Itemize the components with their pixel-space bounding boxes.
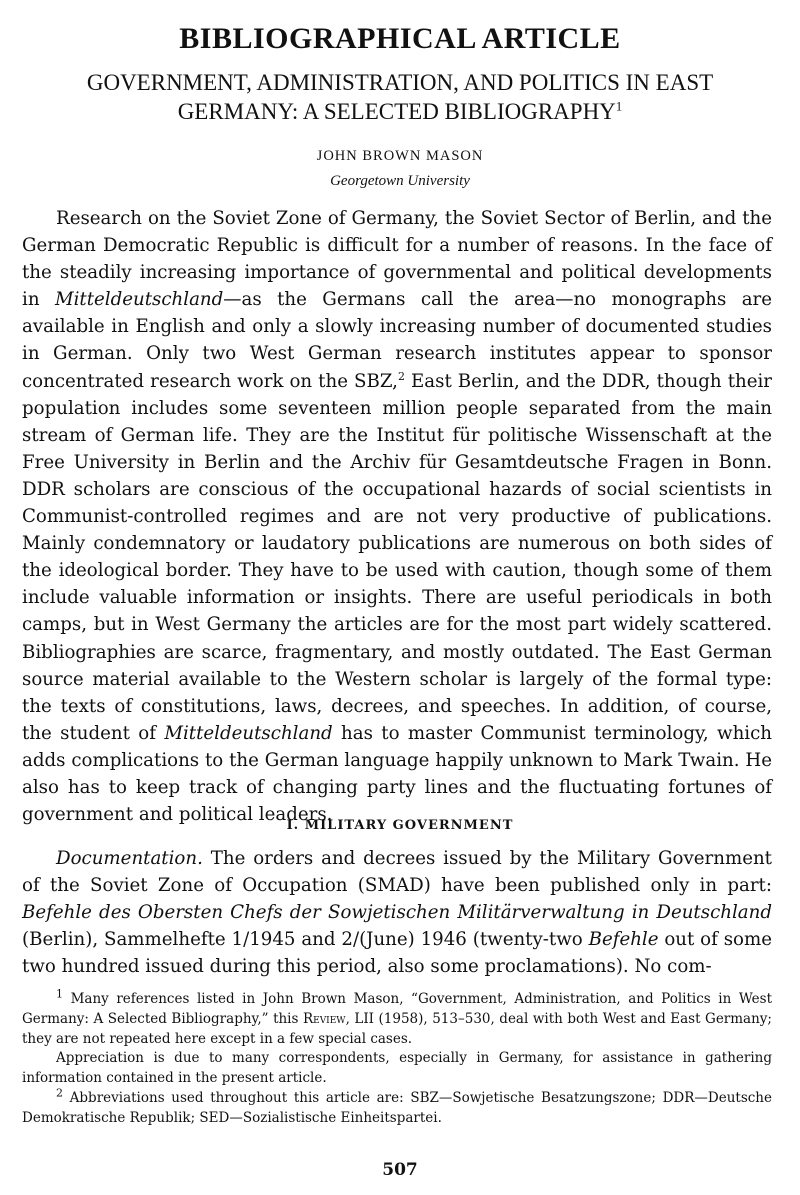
- footnote-ref-2: 2: [397, 369, 405, 383]
- author-affiliation: Georgetown University: [330, 173, 470, 189]
- documentation-lead: Documentation.: [56, 848, 203, 869]
- documentation-text-1: The orders and decrees issued by the Military Government of the Soviet Zone of Occupation (SMAD) have been published only in part:: [22, 848, 772, 897]
- documentation-text-3: out of some two hundred issued during this period, also some proclamations). No com-: [22, 929, 772, 978]
- section-heading-military-government: I. MILITARY GOVERNMENT: [286, 818, 514, 833]
- intro-text-4: has to master Communist terminology, which adds complications to the German language happily unknown to Mark Twain. He also has to keep track of changing party lines and the fluctuating fortunes of government and political leaders.: [22, 722, 772, 826]
- author-name: JOHN BROWN MASON: [316, 148, 484, 164]
- footnote-appreciation: Appreciation is due to many correspondents, especially in Germany, for assistance in gathering information contained in the present article.: [22, 1050, 772, 1087]
- intro-text-2: —as the Germans call the area—no monographs are available in English and only a slowly increasing number of documented studies in German. Only two West German research institutes appear to sponsor concentrated research work on the SBZ,: [22, 289, 773, 392]
- intro-italic-2: Mitteldeutschland: [164, 722, 333, 744]
- page-number: 507: [382, 1160, 418, 1180]
- documentation-italic-befehle: Befehle: [588, 929, 659, 951]
- footnote-2-mark: 2: [56, 1086, 63, 1100]
- documentation-paragraph: [22, 845, 772, 980]
- footnote-1-review: Review: [302, 1010, 346, 1027]
- intro-text-3: East Berlin, and the DDR, though their population includes some seventeen million people separated from the main stream of German life. They are the Institut für politische Wissenschaft at the Free University in Berlin and the Archiv für Gesamtdeutsche Fragen in Bonn. DDR scholars are conscious of the occupational hazards of social scientists in Communist-controlled regimes and are not very productive of publications. Mainly condemnatory or laudatory publications are numerous on both sides of the ideological border. They have to be used with caution, though some of them include valuable information or insights. There are useful periodicals in both camps, but in West Germany the articles are for the most part widely scattered. Bibliographies are scarce, fragmentary, and mostly outdated. The East German source material available to the Western scholar is largely of the formal type: the texts of constitutions, laws, decrees, and speeches. In addition, of course, the student of: [22, 370, 772, 744]
- footnote-1-text-2: , LII (1958), 513–530, deal with both West and East Germany; they are not repeated here except in a few special cases.: [22, 1010, 772, 1047]
- footnote-1-text-1: Many references listed in John Brown Mason, “Government, Administration, and Politics in West Germany: A Selected Bibliography,” this: [22, 991, 772, 1027]
- article-title-line2: GERMANY: A SELECTED BIBLIOGRAPHY: [177, 99, 616, 124]
- footnotes: [22, 987, 772, 1129]
- footnote-1: [22, 987, 772, 1049]
- footnote-1-mark: 1: [56, 987, 63, 1001]
- title-footnote-mark: 1: [615, 98, 623, 114]
- footnote-2-text: Abbreviations used throughout this article are: SBZ—Sowjetische Besatzungszone; DDR—Deutsche Demokratische Republik; SED—Sozialistische Einheitspartei.: [22, 1089, 772, 1126]
- footnote-2: [22, 1086, 772, 1129]
- intro-paragraph: [22, 205, 772, 828]
- documentation-text-2: (Berlin), Sammelhefte 1/1945 and 2/(June) 1946 (twenty-two: [22, 929, 589, 951]
- article-title: [0, 68, 800, 126]
- article-title-line1: GOVERNMENT, ADMINISTRATION, AND POLITICS IN EAST: [86, 70, 714, 95]
- intro-text-1: Research on the Soviet Zone of Germany, the Soviet Sector of Berlin, and the German Democratic Republic is difficult for a number of reasons. In the face of the steadily increasing importance of governmental and political developments in: [22, 208, 772, 311]
- intro-italic-1: Mitteldeutschland: [54, 289, 224, 311]
- documentation-italic-title: Befehle des Obersten Chefs der Sowjetischen Militärverwaltung in Deutschland: [22, 902, 772, 924]
- section-label: BIBLIOGRAPHICAL ARTICLE: [179, 22, 621, 55]
